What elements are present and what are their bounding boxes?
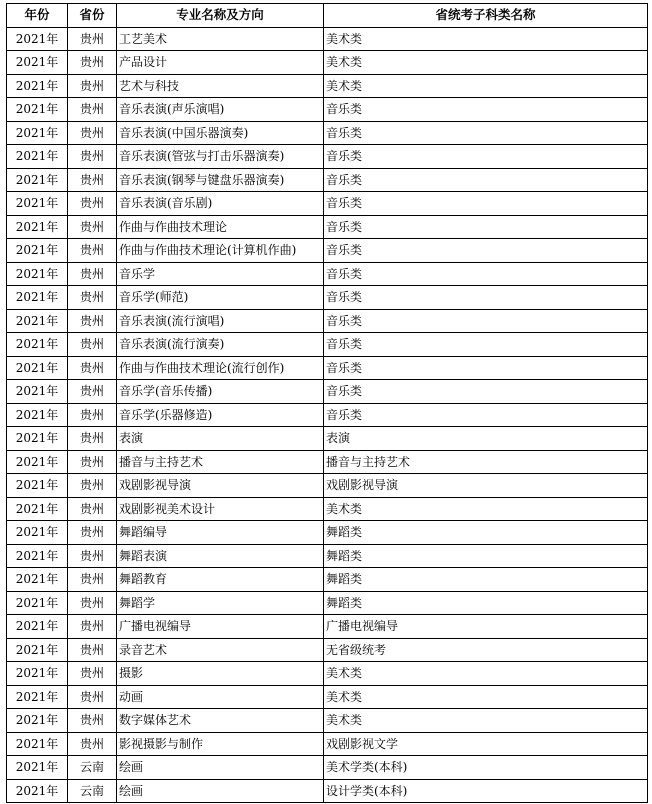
cell-category: 音乐类 (324, 356, 648, 380)
cell-category: 音乐类 (324, 168, 648, 192)
cell-year: 2021年 (7, 74, 68, 98)
cell-province: 贵州 (68, 192, 117, 216)
cell-year: 2021年 (7, 497, 68, 521)
cell-year: 2021年 (7, 591, 68, 615)
cell-year: 2021年 (7, 215, 68, 239)
cell-province: 贵州 (68, 521, 117, 545)
cell-year: 2021年 (7, 638, 68, 662)
cell-year: 2021年 (7, 521, 68, 545)
cell-category: 美术类 (324, 709, 648, 733)
cell-year: 2021年 (7, 98, 68, 122)
table-row (7, 98, 648, 122)
cell-major: 广播电视编导 (117, 615, 324, 639)
cell-province: 贵州 (68, 685, 117, 709)
cell-major: 数字媒体艺术 (117, 709, 324, 733)
table-row (7, 27, 648, 51)
cell-major: 工艺美术 (117, 27, 324, 51)
cell-province: 贵州 (68, 27, 117, 51)
cell-year: 2021年 (7, 145, 68, 169)
cell-major: 音乐学(乐器修造) (117, 403, 324, 427)
cell-major: 舞蹈学 (117, 591, 324, 615)
cell-province: 贵州 (68, 591, 117, 615)
cell-category: 音乐类 (324, 262, 648, 286)
cell-major: 影视摄影与制作 (117, 732, 324, 756)
cell-major: 音乐表演(音乐剧) (117, 192, 324, 216)
cell-year: 2021年 (7, 450, 68, 474)
cell-province: 云南 (68, 756, 117, 780)
cell-category: 广播电视编导 (324, 615, 648, 639)
cell-major: 绘画 (117, 756, 324, 780)
cell-year: 2021年 (7, 403, 68, 427)
cell-province: 贵州 (68, 215, 117, 239)
cell-province: 贵州 (68, 403, 117, 427)
cell-province: 贵州 (68, 74, 117, 98)
cell-year: 2021年 (7, 192, 68, 216)
cell-category: 舞蹈类 (324, 544, 648, 568)
cell-province: 贵州 (68, 168, 117, 192)
cell-major: 播音与主持艺术 (117, 450, 324, 474)
cell-major: 音乐表演(流行演奏) (117, 333, 324, 357)
cell-year: 2021年 (7, 168, 68, 192)
table-row (7, 497, 648, 521)
cell-province: 贵州 (68, 732, 117, 756)
cell-province: 贵州 (68, 568, 117, 592)
cell-year: 2021年 (7, 309, 68, 333)
table-row (7, 756, 648, 780)
cell-category: 美术学类(本科) (324, 756, 648, 780)
cell-province: 贵州 (68, 615, 117, 639)
header-province: 省份 (68, 4, 117, 28)
cell-province: 贵州 (68, 309, 117, 333)
table-row (7, 521, 648, 545)
table-row (7, 638, 648, 662)
cell-year: 2021年 (7, 544, 68, 568)
cell-major: 音乐表演(管弦与打击乐器演奏) (117, 145, 324, 169)
cell-year: 2021年 (7, 356, 68, 380)
cell-year: 2021年 (7, 474, 68, 498)
cell-category: 设计学类(本科) (324, 779, 648, 803)
cell-category: 音乐类 (324, 98, 648, 122)
major-category-table (6, 3, 648, 803)
table-row (7, 568, 648, 592)
cell-category: 表演 (324, 427, 648, 451)
table-row (7, 662, 648, 686)
cell-province: 贵州 (68, 638, 117, 662)
cell-major: 音乐表演(流行演唱) (117, 309, 324, 333)
cell-year: 2021年 (7, 239, 68, 263)
cell-year: 2021年 (7, 51, 68, 75)
cell-major: 录音艺术 (117, 638, 324, 662)
cell-major: 动画 (117, 685, 324, 709)
cell-category: 音乐类 (324, 333, 648, 357)
cell-major: 绘画 (117, 779, 324, 803)
cell-province: 贵州 (68, 239, 117, 263)
cell-year: 2021年 (7, 779, 68, 803)
table-row (7, 709, 648, 733)
table-body (7, 27, 648, 803)
table-row (7, 145, 648, 169)
cell-category: 美术类 (324, 497, 648, 521)
cell-province: 贵州 (68, 262, 117, 286)
table-row (7, 380, 648, 404)
cell-major: 音乐学(音乐传播) (117, 380, 324, 404)
cell-category: 播音与主持艺术 (324, 450, 648, 474)
cell-category: 音乐类 (324, 403, 648, 427)
table-row (7, 192, 648, 216)
cell-major: 音乐学 (117, 262, 324, 286)
cell-category: 舞蹈类 (324, 521, 648, 545)
cell-major: 戏剧影视美术设计 (117, 497, 324, 521)
cell-province: 贵州 (68, 380, 117, 404)
cell-province: 云南 (68, 779, 117, 803)
cell-year: 2021年 (7, 615, 68, 639)
cell-year: 2021年 (7, 286, 68, 310)
cell-major: 音乐表演(钢琴与键盘乐器演奏) (117, 168, 324, 192)
cell-category: 美术类 (324, 662, 648, 686)
table-row (7, 286, 648, 310)
cell-major: 戏剧影视导演 (117, 474, 324, 498)
cell-category: 音乐类 (324, 192, 648, 216)
cell-category: 音乐类 (324, 145, 648, 169)
table-row (7, 333, 648, 357)
cell-major: 作曲与作曲技术理论(计算机作曲) (117, 239, 324, 263)
cell-major: 舞蹈教育 (117, 568, 324, 592)
cell-province: 贵州 (68, 544, 117, 568)
cell-year: 2021年 (7, 333, 68, 357)
cell-category: 音乐类 (324, 380, 648, 404)
table-row (7, 51, 648, 75)
table-row (7, 215, 648, 239)
table-row (7, 74, 648, 98)
cell-province: 贵州 (68, 145, 117, 169)
cell-category: 美术类 (324, 51, 648, 75)
cell-year: 2021年 (7, 568, 68, 592)
cell-category: 无省级统考 (324, 638, 648, 662)
cell-major: 表演 (117, 427, 324, 451)
table-row (7, 356, 648, 380)
cell-major: 舞蹈表演 (117, 544, 324, 568)
cell-category: 戏剧影视文学 (324, 732, 648, 756)
cell-year: 2021年 (7, 709, 68, 733)
table-row (7, 685, 648, 709)
cell-category: 音乐类 (324, 121, 648, 145)
table-row (7, 779, 648, 803)
table-row (7, 239, 648, 263)
cell-major: 作曲与作曲技术理论(流行创作) (117, 356, 324, 380)
cell-category: 舞蹈类 (324, 568, 648, 592)
cell-year: 2021年 (7, 121, 68, 145)
cell-province: 贵州 (68, 51, 117, 75)
cell-category: 音乐类 (324, 215, 648, 239)
cell-major: 摄影 (117, 662, 324, 686)
cell-major: 艺术与科技 (117, 74, 324, 98)
cell-province: 贵州 (68, 356, 117, 380)
cell-major: 产品设计 (117, 51, 324, 75)
table-row (7, 121, 648, 145)
table-row (7, 474, 648, 498)
cell-province: 贵州 (68, 286, 117, 310)
cell-province: 贵州 (68, 427, 117, 451)
cell-major: 音乐表演(声乐演唱) (117, 98, 324, 122)
cell-province: 贵州 (68, 474, 117, 498)
cell-major: 音乐表演(中国乐器演奏) (117, 121, 324, 145)
cell-category: 美术类 (324, 27, 648, 51)
cell-province: 贵州 (68, 333, 117, 357)
cell-major: 作曲与作曲技术理论 (117, 215, 324, 239)
table-header-row (7, 4, 648, 28)
cell-year: 2021年 (7, 262, 68, 286)
cell-province: 贵州 (68, 709, 117, 733)
table-row (7, 262, 648, 286)
cell-category: 音乐类 (324, 239, 648, 263)
cell-year: 2021年 (7, 427, 68, 451)
header-major: 专业名称及方向 (117, 4, 324, 28)
cell-province: 贵州 (68, 98, 117, 122)
table-row (7, 403, 648, 427)
cell-province: 贵州 (68, 121, 117, 145)
table-row (7, 732, 648, 756)
table-row (7, 309, 648, 333)
header-category: 省统考子科类名称 (324, 4, 648, 28)
cell-province: 贵州 (68, 450, 117, 474)
table-row (7, 168, 648, 192)
cell-province: 贵州 (68, 497, 117, 521)
cell-year: 2021年 (7, 732, 68, 756)
cell-year: 2021年 (7, 380, 68, 404)
table-row (7, 450, 648, 474)
cell-year: 2021年 (7, 27, 68, 51)
table-row (7, 615, 648, 639)
cell-year: 2021年 (7, 685, 68, 709)
table-row (7, 544, 648, 568)
cell-category: 美术类 (324, 685, 648, 709)
cell-province: 贵州 (68, 662, 117, 686)
cell-category: 音乐类 (324, 309, 648, 333)
cell-year: 2021年 (7, 756, 68, 780)
cell-major: 音乐学(师范) (117, 286, 324, 310)
cell-category: 美术类 (324, 74, 648, 98)
cell-category: 戏剧影视导演 (324, 474, 648, 498)
cell-year: 2021年 (7, 662, 68, 686)
cell-major: 舞蹈编导 (117, 521, 324, 545)
cell-category: 音乐类 (324, 286, 648, 310)
cell-category: 舞蹈类 (324, 591, 648, 615)
table-row (7, 427, 648, 451)
table-row (7, 591, 648, 615)
header-year: 年份 (7, 4, 68, 28)
